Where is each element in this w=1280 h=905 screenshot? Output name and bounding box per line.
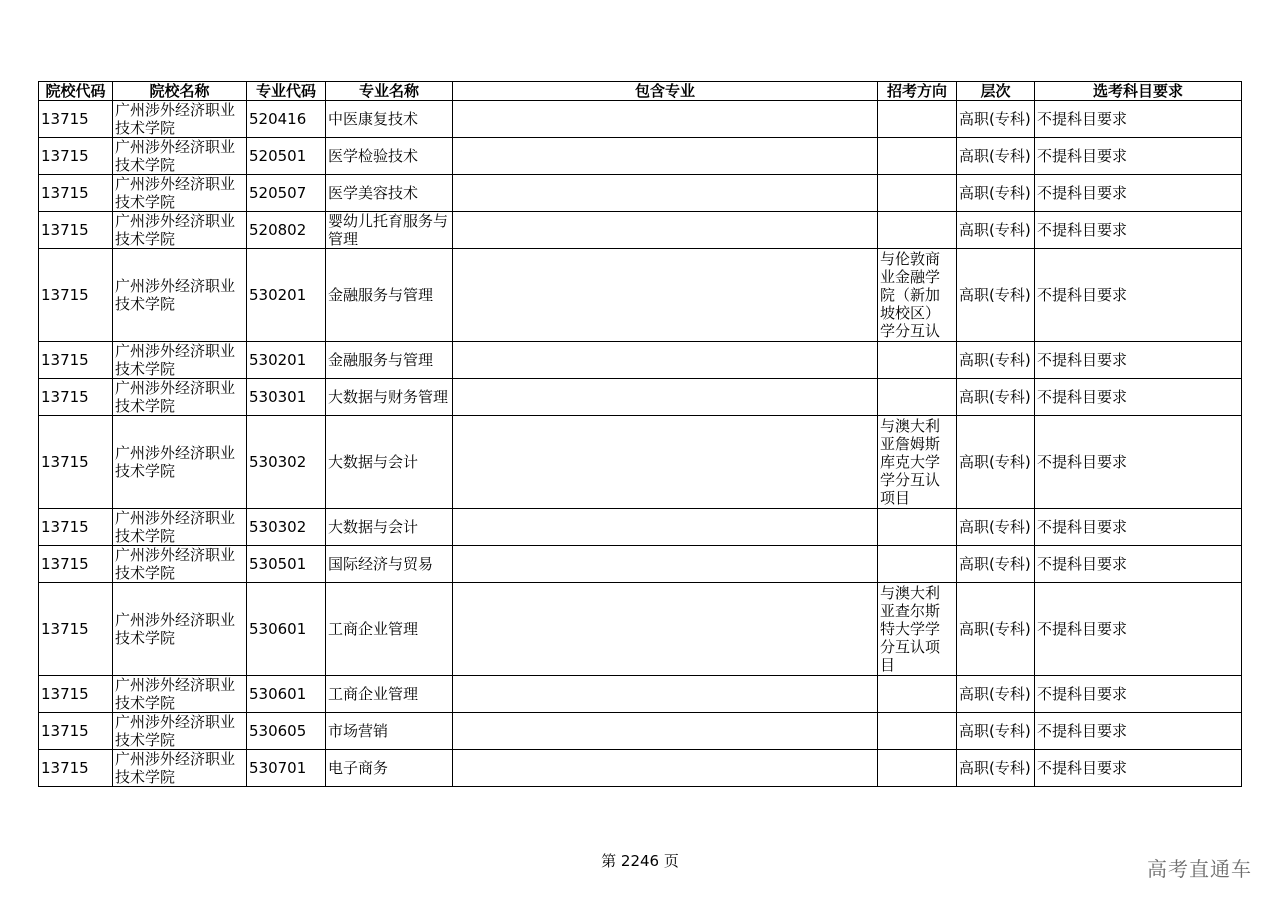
cell-school-code: 13715 xyxy=(39,379,113,416)
cell-level: 高职(专科) xyxy=(957,175,1035,212)
page-number: 第 2246 页 xyxy=(601,852,679,870)
cell-level: 高职(专科) xyxy=(957,713,1035,750)
cell-school-name: 广州涉外经济职业技术学院 xyxy=(113,713,247,750)
cell-major-code: 530605 xyxy=(247,713,326,750)
cell-major-name: 市场营销 xyxy=(326,713,453,750)
table-row xyxy=(39,509,1242,546)
cell-subject-requirement: 不提科目要求 xyxy=(1035,101,1242,138)
cell-direction xyxy=(878,101,957,138)
cell-major-code: 520802 xyxy=(247,212,326,249)
cell-major-name: 中医康复技术 xyxy=(326,101,453,138)
cell-school-name: 广州涉外经济职业技术学院 xyxy=(113,416,247,509)
cell-school-code: 13715 xyxy=(39,750,113,787)
cell-subject-requirement: 不提科目要求 xyxy=(1035,583,1242,676)
cell-included-majors xyxy=(453,101,878,138)
cell-school-name: 广州涉外经济职业技术学院 xyxy=(113,138,247,175)
cell-direction xyxy=(878,379,957,416)
cell-level: 高职(专科) xyxy=(957,509,1035,546)
cell-direction: 与澳大利亚詹姆斯库克大学学分互认项目 xyxy=(878,416,957,509)
table-row xyxy=(39,212,1242,249)
cell-school-name: 广州涉外经济职业技术学院 xyxy=(113,342,247,379)
cell-major-name: 电子商务 xyxy=(326,750,453,787)
cell-major-code: 530301 xyxy=(247,379,326,416)
cell-major-name: 金融服务与管理 xyxy=(326,342,453,379)
table-row xyxy=(39,583,1242,676)
cell-included-majors xyxy=(453,546,878,583)
cell-school-name: 广州涉外经济职业技术学院 xyxy=(113,583,247,676)
header-major-name: 专业名称 xyxy=(326,82,453,101)
cell-subject-requirement: 不提科目要求 xyxy=(1035,713,1242,750)
cell-major-code: 530601 xyxy=(247,676,326,713)
table-row xyxy=(39,249,1242,342)
table-row xyxy=(39,379,1242,416)
cell-major-name: 工商企业管理 xyxy=(326,676,453,713)
cell-subject-requirement: 不提科目要求 xyxy=(1035,249,1242,342)
table-row xyxy=(39,546,1242,583)
table-header-row xyxy=(39,82,1242,101)
cell-school-code: 13715 xyxy=(39,416,113,509)
cell-major-name: 医学美容技术 xyxy=(326,175,453,212)
cell-included-majors xyxy=(453,676,878,713)
table-row xyxy=(39,101,1242,138)
cell-subject-requirement: 不提科目要求 xyxy=(1035,416,1242,509)
cell-major-code: 530302 xyxy=(247,509,326,546)
cell-major-code: 530302 xyxy=(247,416,326,509)
table-row xyxy=(39,750,1242,787)
cell-direction xyxy=(878,676,957,713)
cell-subject-requirement: 不提科目要求 xyxy=(1035,676,1242,713)
cell-direction xyxy=(878,175,957,212)
cell-major-code: 520416 xyxy=(247,101,326,138)
cell-major-code: 530601 xyxy=(247,583,326,676)
cell-subject-requirement: 不提科目要求 xyxy=(1035,342,1242,379)
watermark-logo: 高考直通车 xyxy=(1147,857,1252,881)
cell-included-majors xyxy=(453,379,878,416)
cell-school-name: 广州涉外经济职业技术学院 xyxy=(113,249,247,342)
table-body xyxy=(39,101,1242,787)
table-row xyxy=(39,676,1242,713)
cell-major-name: 工商企业管理 xyxy=(326,583,453,676)
cell-subject-requirement: 不提科目要求 xyxy=(1035,138,1242,175)
cell-level: 高职(专科) xyxy=(957,249,1035,342)
cell-school-code: 13715 xyxy=(39,583,113,676)
cell-major-name: 大数据与财务管理 xyxy=(326,379,453,416)
cell-included-majors xyxy=(453,175,878,212)
cell-level: 高职(专科) xyxy=(957,212,1035,249)
cell-level: 高职(专科) xyxy=(957,750,1035,787)
header-direction: 招考方向 xyxy=(878,82,957,101)
cell-major-name: 国际经济与贸易 xyxy=(326,546,453,583)
cell-direction xyxy=(878,212,957,249)
cell-subject-requirement: 不提科目要求 xyxy=(1035,750,1242,787)
cell-school-code: 13715 xyxy=(39,249,113,342)
cell-direction xyxy=(878,750,957,787)
cell-school-name: 广州涉外经济职业技术学院 xyxy=(113,676,247,713)
cell-included-majors xyxy=(453,583,878,676)
cell-included-majors xyxy=(453,713,878,750)
cell-school-code: 13715 xyxy=(39,138,113,175)
cell-school-code: 13715 xyxy=(39,175,113,212)
table-row xyxy=(39,138,1242,175)
header-school-code: 院校代码 xyxy=(39,82,113,101)
cell-major-code: 520501 xyxy=(247,138,326,175)
admission-table xyxy=(38,81,1242,787)
cell-school-code: 13715 xyxy=(39,713,113,750)
cell-major-name: 婴幼儿托育服务与管理 xyxy=(326,212,453,249)
cell-level: 高职(专科) xyxy=(957,138,1035,175)
cell-school-name: 广州涉外经济职业技术学院 xyxy=(113,546,247,583)
cell-school-name: 广州涉外经济职业技术学院 xyxy=(113,101,247,138)
cell-level: 高职(专科) xyxy=(957,101,1035,138)
cell-included-majors xyxy=(453,138,878,175)
cell-school-code: 13715 xyxy=(39,212,113,249)
header-school-name: 院校名称 xyxy=(113,82,247,101)
cell-direction xyxy=(878,713,957,750)
cell-direction: 与澳大利亚查尔斯特大学学分互认项目 xyxy=(878,583,957,676)
cell-level: 高职(专科) xyxy=(957,676,1035,713)
table-row xyxy=(39,175,1242,212)
table-row xyxy=(39,416,1242,509)
cell-level: 高职(专科) xyxy=(957,342,1035,379)
cell-included-majors xyxy=(453,416,878,509)
cell-included-majors xyxy=(453,249,878,342)
cell-level: 高职(专科) xyxy=(957,379,1035,416)
cell-included-majors xyxy=(453,342,878,379)
cell-school-name: 广州涉外经济职业技术学院 xyxy=(113,212,247,249)
cell-major-code: 520507 xyxy=(247,175,326,212)
cell-direction xyxy=(878,138,957,175)
cell-direction: 与伦敦商业金融学院（新加坡校区）学分互认 xyxy=(878,249,957,342)
header-level: 层次 xyxy=(957,82,1035,101)
header-major-code: 专业代码 xyxy=(247,82,326,101)
cell-subject-requirement: 不提科目要求 xyxy=(1035,175,1242,212)
cell-school-code: 13715 xyxy=(39,509,113,546)
table-row xyxy=(39,713,1242,750)
cell-major-name: 金融服务与管理 xyxy=(326,249,453,342)
cell-school-name: 广州涉外经济职业技术学院 xyxy=(113,175,247,212)
cell-subject-requirement: 不提科目要求 xyxy=(1035,379,1242,416)
cell-subject-requirement: 不提科目要求 xyxy=(1035,509,1242,546)
cell-major-code: 530701 xyxy=(247,750,326,787)
header-subject-requirement: 选考科目要求 xyxy=(1035,82,1242,101)
cell-school-name: 广州涉外经济职业技术学院 xyxy=(113,509,247,546)
cell-included-majors xyxy=(453,212,878,249)
cell-included-majors xyxy=(453,509,878,546)
table-row xyxy=(39,342,1242,379)
cell-major-code: 530201 xyxy=(247,342,326,379)
cell-direction xyxy=(878,509,957,546)
cell-major-code: 530201 xyxy=(247,249,326,342)
cell-school-code: 13715 xyxy=(39,676,113,713)
cell-major-name: 大数据与会计 xyxy=(326,509,453,546)
cell-subject-requirement: 不提科目要求 xyxy=(1035,546,1242,583)
cell-direction xyxy=(878,342,957,379)
cell-included-majors xyxy=(453,750,878,787)
cell-level: 高职(专科) xyxy=(957,546,1035,583)
cell-school-name: 广州涉外经济职业技术学院 xyxy=(113,379,247,416)
cell-school-code: 13715 xyxy=(39,101,113,138)
cell-major-name: 大数据与会计 xyxy=(326,416,453,509)
cell-school-code: 13715 xyxy=(39,342,113,379)
cell-school-code: 13715 xyxy=(39,546,113,583)
cell-major-name: 医学检验技术 xyxy=(326,138,453,175)
cell-level: 高职(专科) xyxy=(957,416,1035,509)
header-included-majors: 包含专业 xyxy=(453,82,878,101)
cell-school-name: 广州涉外经济职业技术学院 xyxy=(113,750,247,787)
cell-subject-requirement: 不提科目要求 xyxy=(1035,212,1242,249)
cell-major-code: 530501 xyxy=(247,546,326,583)
cell-level: 高职(专科) xyxy=(957,583,1035,676)
cell-direction xyxy=(878,546,957,583)
